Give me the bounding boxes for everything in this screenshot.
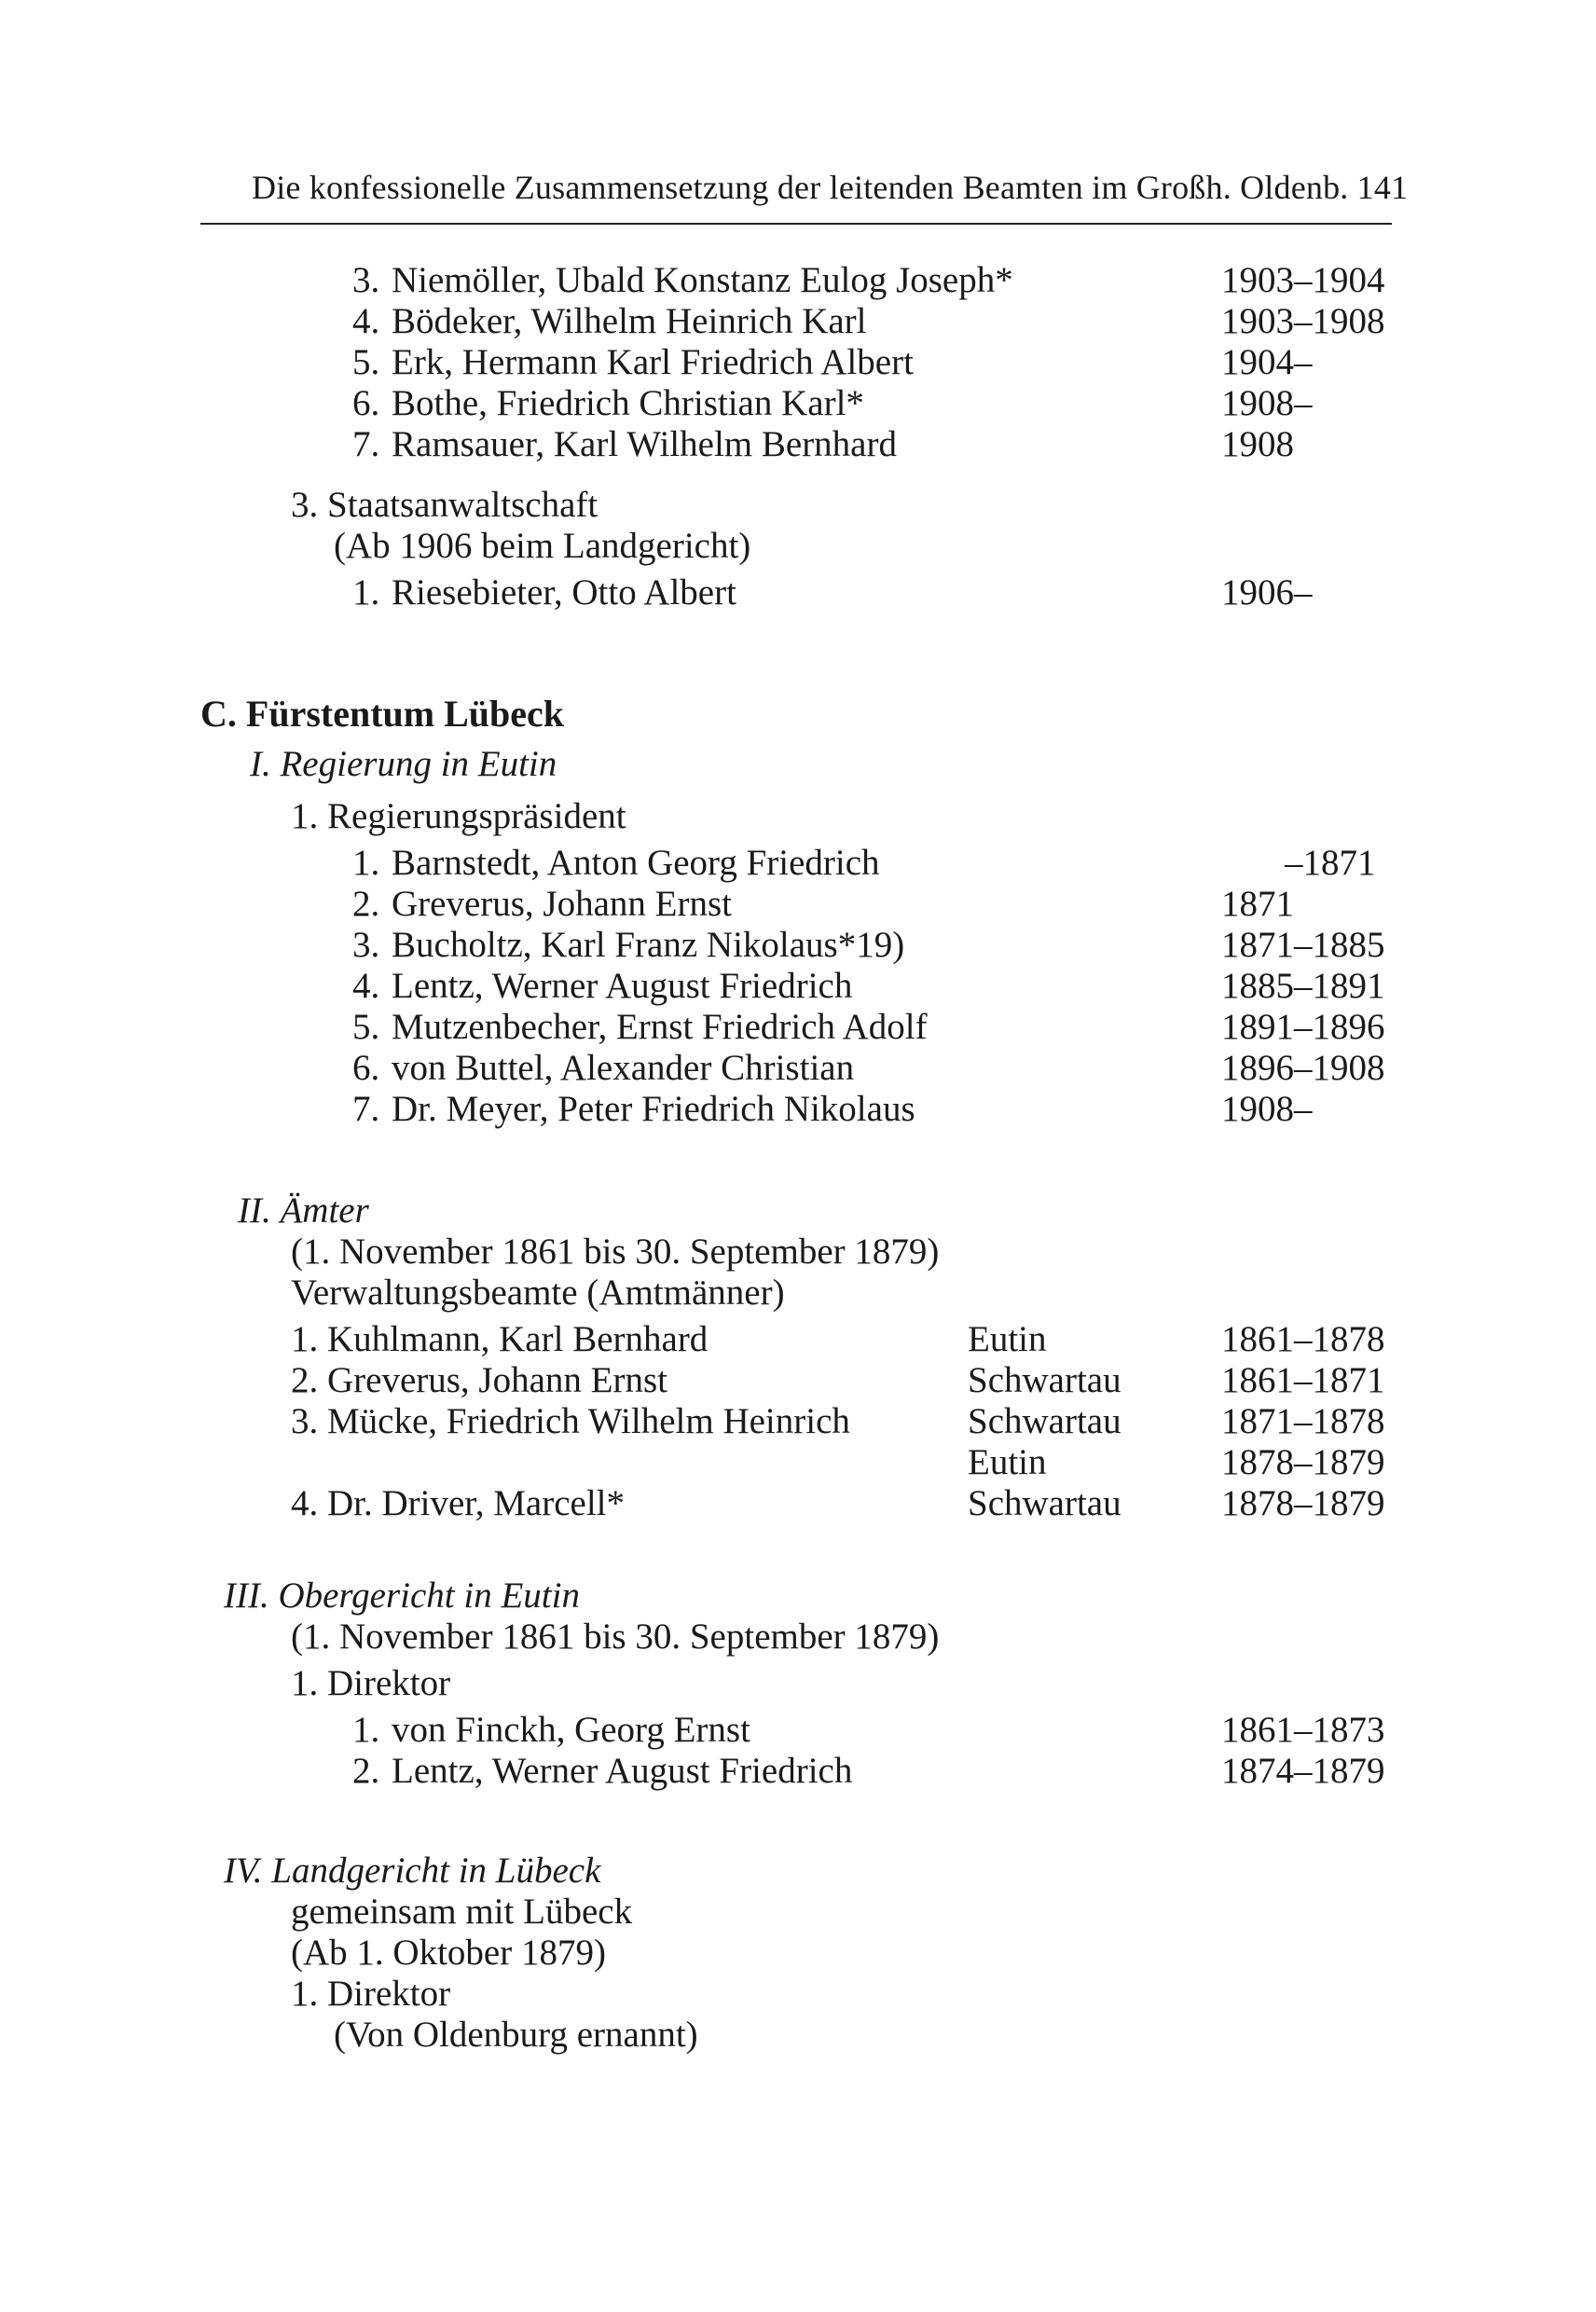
subsection-title: 1. Regierungspräsident — [291, 796, 626, 836]
section-title: C. Fürstentum Lübeck — [200, 693, 565, 735]
part-note: (Von Oldenburg ernannt) — [334, 2015, 698, 2055]
subsection-title: 1. Direktor — [291, 1663, 451, 1703]
running-header: Die konfessionelle Zusammensetzung der leitenden Beamten im Großh. Oldenb. 141 — [252, 169, 1409, 206]
part-note: (1. November 1861 bis 30. September 1879) — [291, 1617, 940, 1657]
part-note: gemeinsam mit Lübeck — [291, 1892, 633, 1932]
part-title: III. Obergericht in Eutin — [224, 1576, 580, 1616]
header-rule — [200, 223, 1392, 225]
part-note: (1. November 1861 bis 30. September 1879) — [291, 1232, 940, 1272]
part-title: I. Regierung in Eutin — [250, 744, 557, 784]
part-title: II. Ämter — [238, 1190, 369, 1231]
part-title: IV. Landgericht in Lübeck — [224, 1851, 601, 1891]
book-page: Die konfessionelle Zusammensetzung der leitenden Beamten im Großh. Oldenb. 141 3. Niemöller, Ubald Konstanz Eulog Joseph* 1903–1904 4. Bödeker, Wilhelm Heinrich Karl 1903–1908 5. Erk, Hermann Karl Friedrich Albert 1904– 6. Bothe, Friedrich Christian Karl* 1908– 7. Ramsauer, Karl Wilhelm Bernhard 1908 3. Staatsanwaltschaft (Ab 1906 beim Landgericht) 1. Riesebieter, Otto Albert 1906– C. Fürstentum Lübeck I. Regierung in Eutin 1. Regierungspräsident 1. Barnstedt, Anton Georg Friedrich –1871 2. Greverus, Johann Ernst 1871 3. Bucholtz, Karl Franz Nikolaus*19) 1871–1885 4. Lentz, Werner August Friedrich 1885–1891 5. Mutzenbecher, Ernst Friedrich Adolf 1891–1896 6. von Buttel, Alexander Christian 1896–1908 7. Dr. Meyer, Peter Friedrich Nikolaus 1908– II. Ämter (1. November 1861 bis 30. September 1879) Verwaltungsbeamte (Amtmänner) 1. Kuhlmann, Karl Bernhard Eutin 1861–1878 2. Greverus, Johann Ernst Schwartau 1861–1871 3. Mücke, Friedrich Wilhelm Heinrich Schwartau 1871–1878 Eutin 1878–1879 4. Dr. Driver, Marcell* Schwartau 1878–1879 III. Obergericht in Eutin (1. November 1861 bis 30. September 1879) 1. Direktor 1. von Finckh, Georg Ernst 1861–1873 2. Lentz, Werner August Friedrich 1874–1879 IV. Landgericht in Lübeck gemeinsam mit Lübeck (Ab 1. Oktober 1879) 1. Direktor (Von Oldenburg ernannt) — [200, 169, 1409, 2055]
subsection-title: 1. Direktor — [291, 1974, 451, 2014]
subsection-title: 3. Staatsanwaltschaft — [291, 485, 598, 525]
subsection-title: Verwaltungsbeamte (Amtmänner) — [291, 1273, 785, 1313]
part-note: (Ab 1. Oktober 1879) — [291, 1933, 606, 1973]
subsection-note: (Ab 1906 beim Landgericht) — [334, 526, 751, 566]
